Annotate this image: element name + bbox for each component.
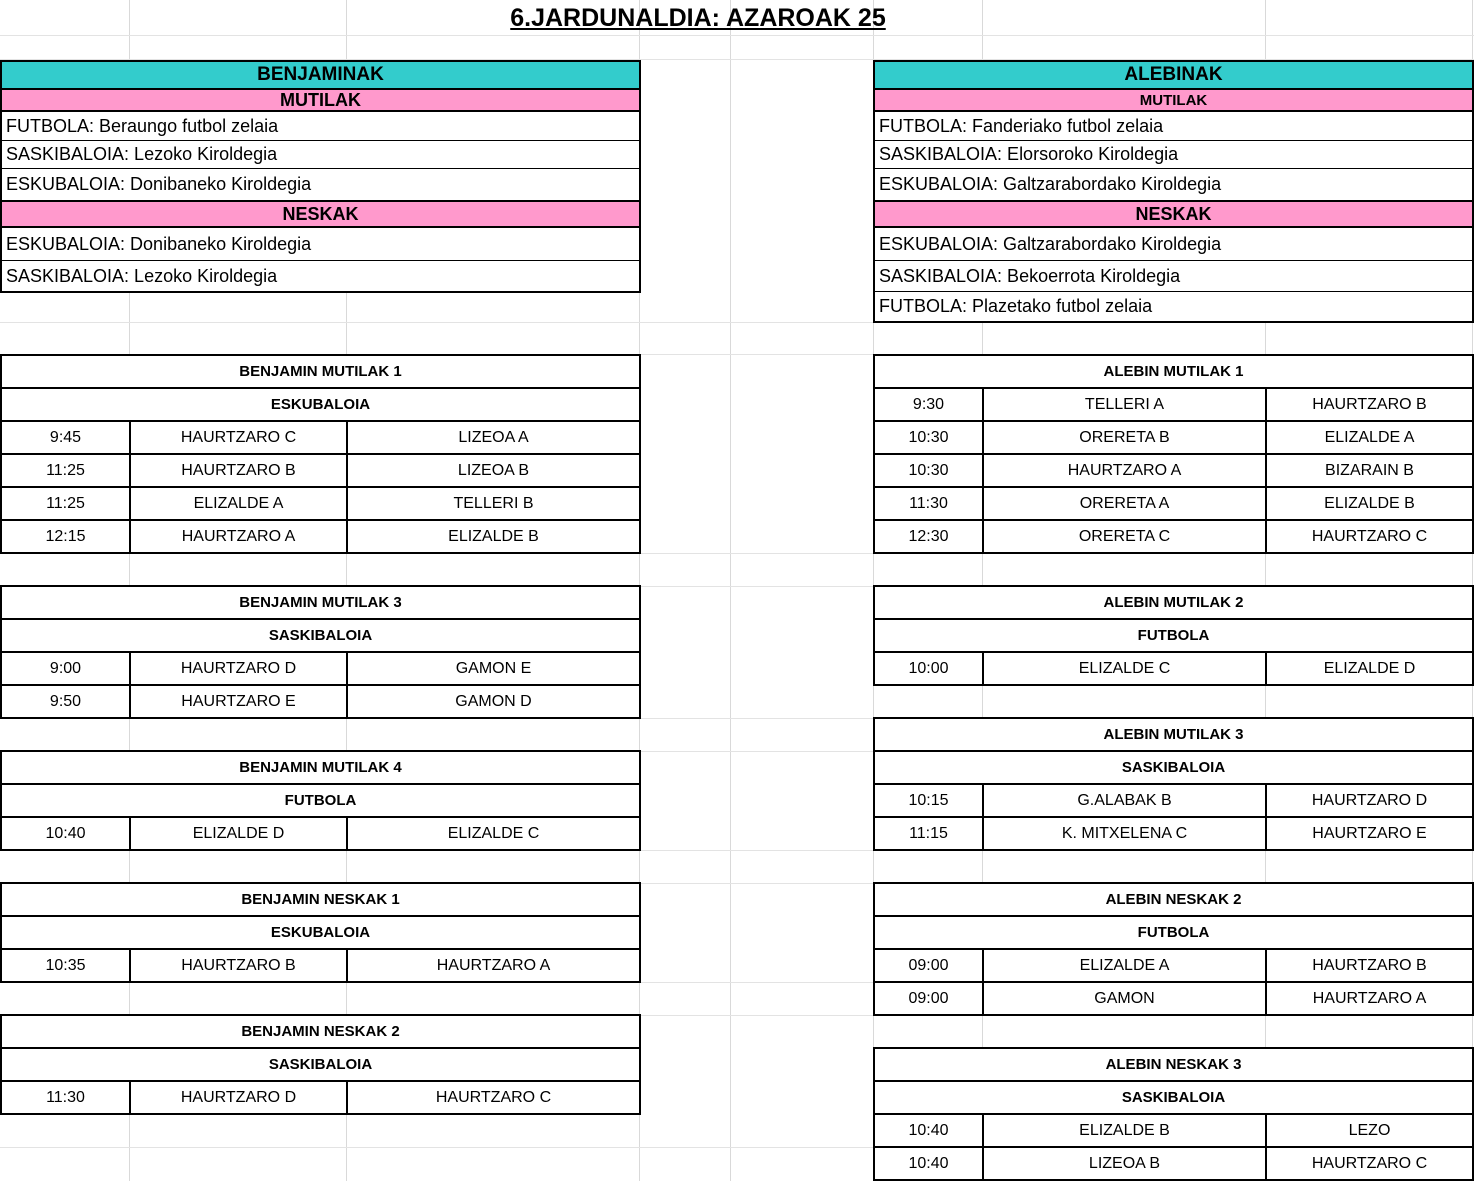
match-home-team: HAURTZARO A	[982, 453, 1267, 488]
match-home-team: HAURTZARO B	[129, 453, 348, 488]
block-sport: SASKIBALOIA	[0, 1047, 641, 1082]
match-away-team: ELIZALDE B	[1265, 486, 1474, 521]
match-home-team: GAMON	[982, 981, 1267, 1016]
match-home-team: ELIZALDE A	[129, 486, 348, 521]
block-sport: FUTBOLA	[873, 618, 1474, 653]
match-time: 10:35	[0, 948, 131, 983]
grid-column-line	[730, 0, 731, 1181]
venue-row: FUTBOLA: Beraungo futbol zelaia	[0, 112, 641, 141]
match-time: 10:15	[873, 783, 984, 818]
page-title: 6.JARDUNALDIA: AZAROAK 25	[510, 4, 886, 32]
block-title: ALEBIN MUTILAK 2	[873, 585, 1474, 620]
match-time: 9:50	[0, 684, 131, 719]
venue-row: ESKUBALOIA: Galtzarabordako Kiroldegia	[873, 228, 1474, 261]
match-time: 12:15	[0, 519, 131, 554]
venue-row: ESKUBALOIA: Galtzarabordako Kiroldegia	[873, 169, 1474, 201]
match-time: 09:00	[873, 948, 984, 983]
venue-row: FUTBOLA: Plazetako futbol zelaia	[873, 292, 1474, 323]
match-time: 10:40	[873, 1146, 984, 1181]
venue-row: FUTBOLA: Fanderiako futbol zelaia	[873, 112, 1474, 141]
match-away-team: HAURTZARO D	[1265, 783, 1474, 818]
match-home-team: ORERETA B	[982, 420, 1267, 455]
match-home-team: HAURTZARO D	[129, 651, 348, 686]
match-home-team: ORERETA A	[982, 486, 1267, 521]
venue-row: ESKUBALOIA: Donibaneko Kiroldegia	[0, 169, 641, 201]
section-header-alebinak: ALEBINAK	[873, 60, 1474, 90]
girls-header: NESKAK	[873, 200, 1474, 228]
match-away-team: GAMON D	[346, 684, 641, 719]
match-away-team: ELIZALDE D	[1265, 651, 1474, 686]
match-time: 12:30	[873, 519, 984, 554]
match-home-team: LIZEOA B	[982, 1146, 1267, 1181]
match-time: 11:15	[873, 816, 984, 851]
grid-row-line	[0, 35, 1474, 36]
section-header-benjaminak: BENJAMINAK	[0, 60, 641, 90]
match-home-team: ORERETA C	[982, 519, 1267, 554]
match-time: 11:25	[0, 453, 131, 488]
match-home-team: HAURTZARO B	[129, 948, 348, 983]
match-away-team: ELIZALDE B	[346, 519, 641, 554]
boys-header: MUTILAK	[873, 88, 1474, 112]
match-away-team: HAURTZARO C	[346, 1080, 641, 1115]
match-time: 11:25	[0, 486, 131, 521]
match-home-team: K. MITXELENA C	[982, 816, 1267, 851]
match-away-team: HAURTZARO B	[1265, 948, 1474, 983]
boys-header: MUTILAK	[0, 88, 641, 112]
girls-header: NESKAK	[0, 200, 641, 228]
block-sport: FUTBOLA	[0, 783, 641, 818]
match-away-team: HAURTZARO C	[1265, 1146, 1474, 1181]
match-away-team: GAMON E	[346, 651, 641, 686]
match-home-team: HAURTZARO E	[129, 684, 348, 719]
match-time: 09:00	[873, 981, 984, 1016]
match-away-team: HAURTZARO B	[1265, 387, 1474, 422]
match-time: 10:30	[873, 453, 984, 488]
block-sport: SASKIBALOIA	[873, 1080, 1474, 1115]
block-title: BENJAMIN NESKAK 2	[0, 1014, 641, 1049]
match-home-team: ELIZALDE D	[129, 816, 348, 851]
match-time: 11:30	[0, 1080, 131, 1115]
venue-row: ESKUBALOIA: Donibaneko Kiroldegia	[0, 228, 641, 261]
match-home-team: G.ALABAK B	[982, 783, 1267, 818]
block-sport: FUTBOLA	[873, 915, 1474, 950]
block-sport: ESKUBALOIA	[0, 915, 641, 950]
match-home-team: HAURTZARO C	[129, 420, 348, 455]
match-away-team: HAURTZARO E	[1265, 816, 1474, 851]
venue-row: SASKIBALOIA: Lezoko Kiroldegia	[0, 261, 641, 293]
match-time: 10:00	[873, 651, 984, 686]
match-away-team: LEZO	[1265, 1113, 1474, 1148]
match-time: 10:40	[873, 1113, 984, 1148]
match-away-team: HAURTZARO C	[1265, 519, 1474, 554]
venue-row: SASKIBALOIA: Elorsoroko Kiroldegia	[873, 141, 1474, 169]
match-home-team: HAURTZARO D	[129, 1080, 348, 1115]
block-title: ALEBIN NESKAK 3	[873, 1047, 1474, 1082]
match-home-team: TELLERI A	[982, 387, 1267, 422]
block-title: BENJAMIN MUTILAK 4	[0, 750, 641, 785]
block-sport: SASKIBALOIA	[873, 750, 1474, 785]
match-time: 9:45	[0, 420, 131, 455]
block-title: ALEBIN MUTILAK 1	[873, 354, 1474, 389]
match-away-team: LIZEOA A	[346, 420, 641, 455]
match-time: 9:30	[873, 387, 984, 422]
match-time: 11:30	[873, 486, 984, 521]
match-time: 9:00	[0, 651, 131, 686]
block-sport: SASKIBALOIA	[0, 618, 641, 653]
match-away-team: HAURTZARO A	[346, 948, 641, 983]
match-away-team: LIZEOA B	[346, 453, 641, 488]
match-home-team: HAURTZARO A	[129, 519, 348, 554]
block-title: ALEBIN MUTILAK 3	[873, 717, 1474, 752]
venue-row: SASKIBALOIA: Lezoko Kiroldegia	[0, 141, 641, 169]
venue-row: SASKIBALOIA: Bekoerrota Kiroldegia	[873, 261, 1474, 292]
match-home-team: ELIZALDE C	[982, 651, 1267, 686]
block-title: BENJAMIN MUTILAK 3	[0, 585, 641, 620]
match-away-team: ELIZALDE C	[346, 816, 641, 851]
block-title: BENJAMIN MUTILAK 1	[0, 354, 641, 389]
match-home-team: ELIZALDE A	[982, 948, 1267, 983]
block-title: ALEBIN NESKAK 2	[873, 882, 1474, 917]
block-title: BENJAMIN NESKAK 1	[0, 882, 641, 917]
match-away-team: BIZARAIN B	[1265, 453, 1474, 488]
match-time: 10:40	[0, 816, 131, 851]
match-away-team: HAURTZARO A	[1265, 981, 1474, 1016]
match-home-team: ELIZALDE B	[982, 1113, 1267, 1148]
block-sport: ESKUBALOIA	[0, 387, 641, 422]
match-time: 10:30	[873, 420, 984, 455]
match-away-team: ELIZALDE A	[1265, 420, 1474, 455]
match-away-team: TELLERI B	[346, 486, 641, 521]
